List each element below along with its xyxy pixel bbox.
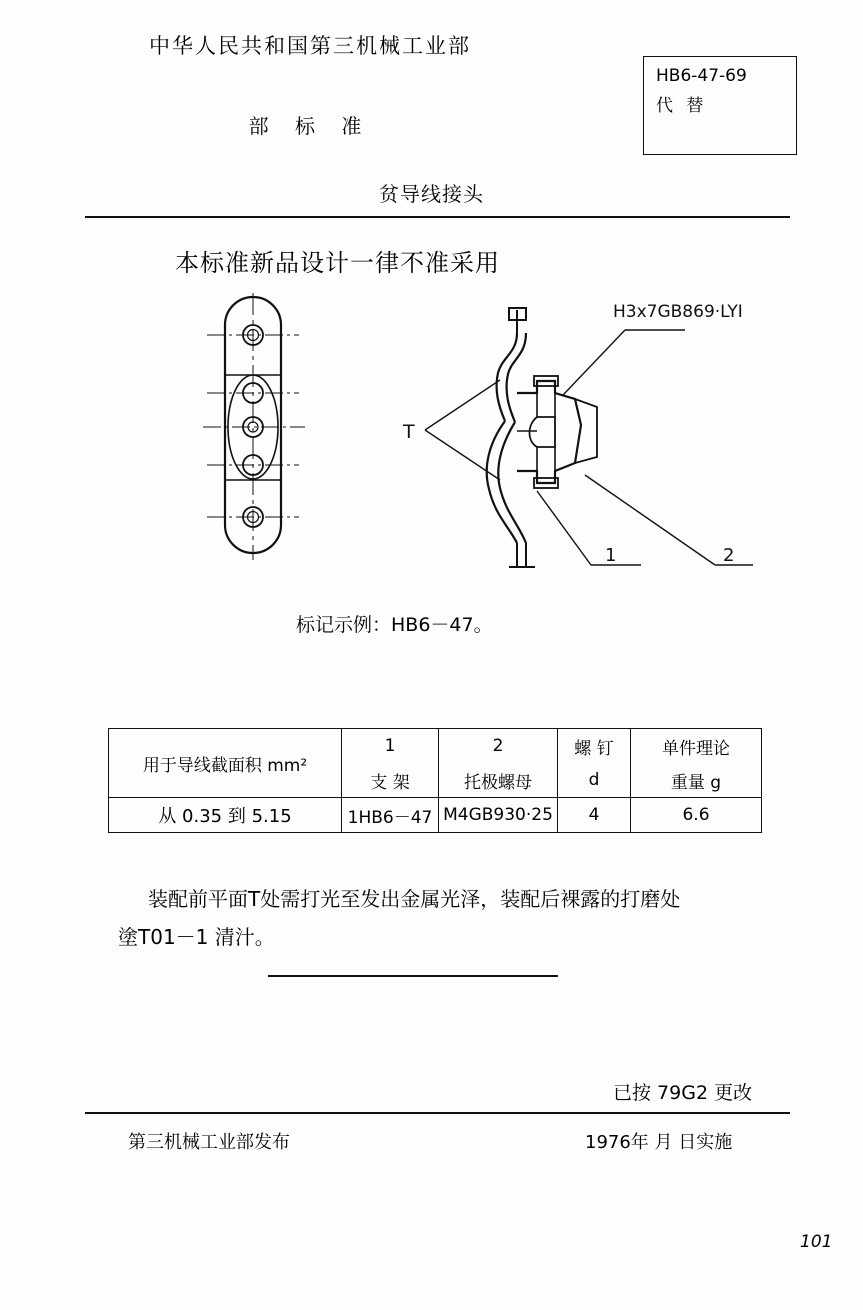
- section-divider: [268, 975, 558, 977]
- callout-item-1: 1: [605, 545, 617, 566]
- usage-notice: 本标准新品设计一律不准采用: [175, 249, 500, 277]
- table-row: [109, 798, 762, 833]
- revision-note: 已按 79G2 更改: [613, 1082, 753, 1104]
- technical-drawing: [85, 275, 790, 655]
- effective-date: 1976年 月 日实施: [585, 1132, 733, 1153]
- header-item1-number: 1: [342, 729, 439, 764]
- document-kind-title: 部 标 准: [248, 114, 372, 138]
- publisher-text: 第三机械工业部发布: [128, 1132, 290, 1153]
- cell-item2: M4GB930·25: [439, 798, 558, 833]
- marking-example: 标记示例：HB6－47。: [296, 614, 493, 636]
- page-number: 101: [800, 1232, 833, 1252]
- header-screw-bot: d: [558, 763, 631, 798]
- assembly-note-line1: 装配前平面T处需打光至发出金属光泽，装配后裸露的打磨处: [148, 887, 681, 911]
- specification-table: [108, 728, 762, 833]
- standard-number-box: [643, 56, 797, 155]
- drawing-svg: [85, 275, 790, 655]
- cell-item1: 1HB6－47: [342, 798, 439, 833]
- assembly-note-line2: 塗T01－1 清汁。: [118, 925, 275, 949]
- header-divider: [85, 216, 790, 218]
- header-item2-number: 2: [439, 729, 558, 764]
- ministry-title: 中华人民共和国第三机械工业部: [149, 34, 471, 58]
- callout-T-label: T: [403, 421, 415, 443]
- header-weight-bot: 重量 g: [631, 763, 762, 798]
- cell-cross-section: 从 0.35 到 5.15: [109, 798, 342, 833]
- callout-bolt-spec: H3x7GB869·LYI: [613, 302, 743, 322]
- header-weight-top: 单件理论: [631, 729, 762, 764]
- replaces-label: 代 替: [656, 96, 708, 116]
- cell-screw: 4: [558, 798, 631, 833]
- table-header-row-top: [109, 729, 762, 764]
- assembly-note: [118, 880, 828, 956]
- connector-body: [517, 381, 581, 483]
- header-item2-name: 托极螺母: [439, 763, 558, 798]
- header-screw-top: 螺 钉: [558, 729, 631, 764]
- header-cross-section: 用于导线截面积 mm²: [109, 729, 342, 798]
- part-name-title: 贫导线接头: [379, 182, 484, 206]
- footer-divider: [85, 1112, 790, 1114]
- callout-item-2: 2: [723, 545, 735, 566]
- header-item1-name: 支 架: [342, 763, 439, 798]
- standard-number: HB6-47-69: [656, 66, 747, 86]
- cell-weight: 6.6: [631, 798, 762, 833]
